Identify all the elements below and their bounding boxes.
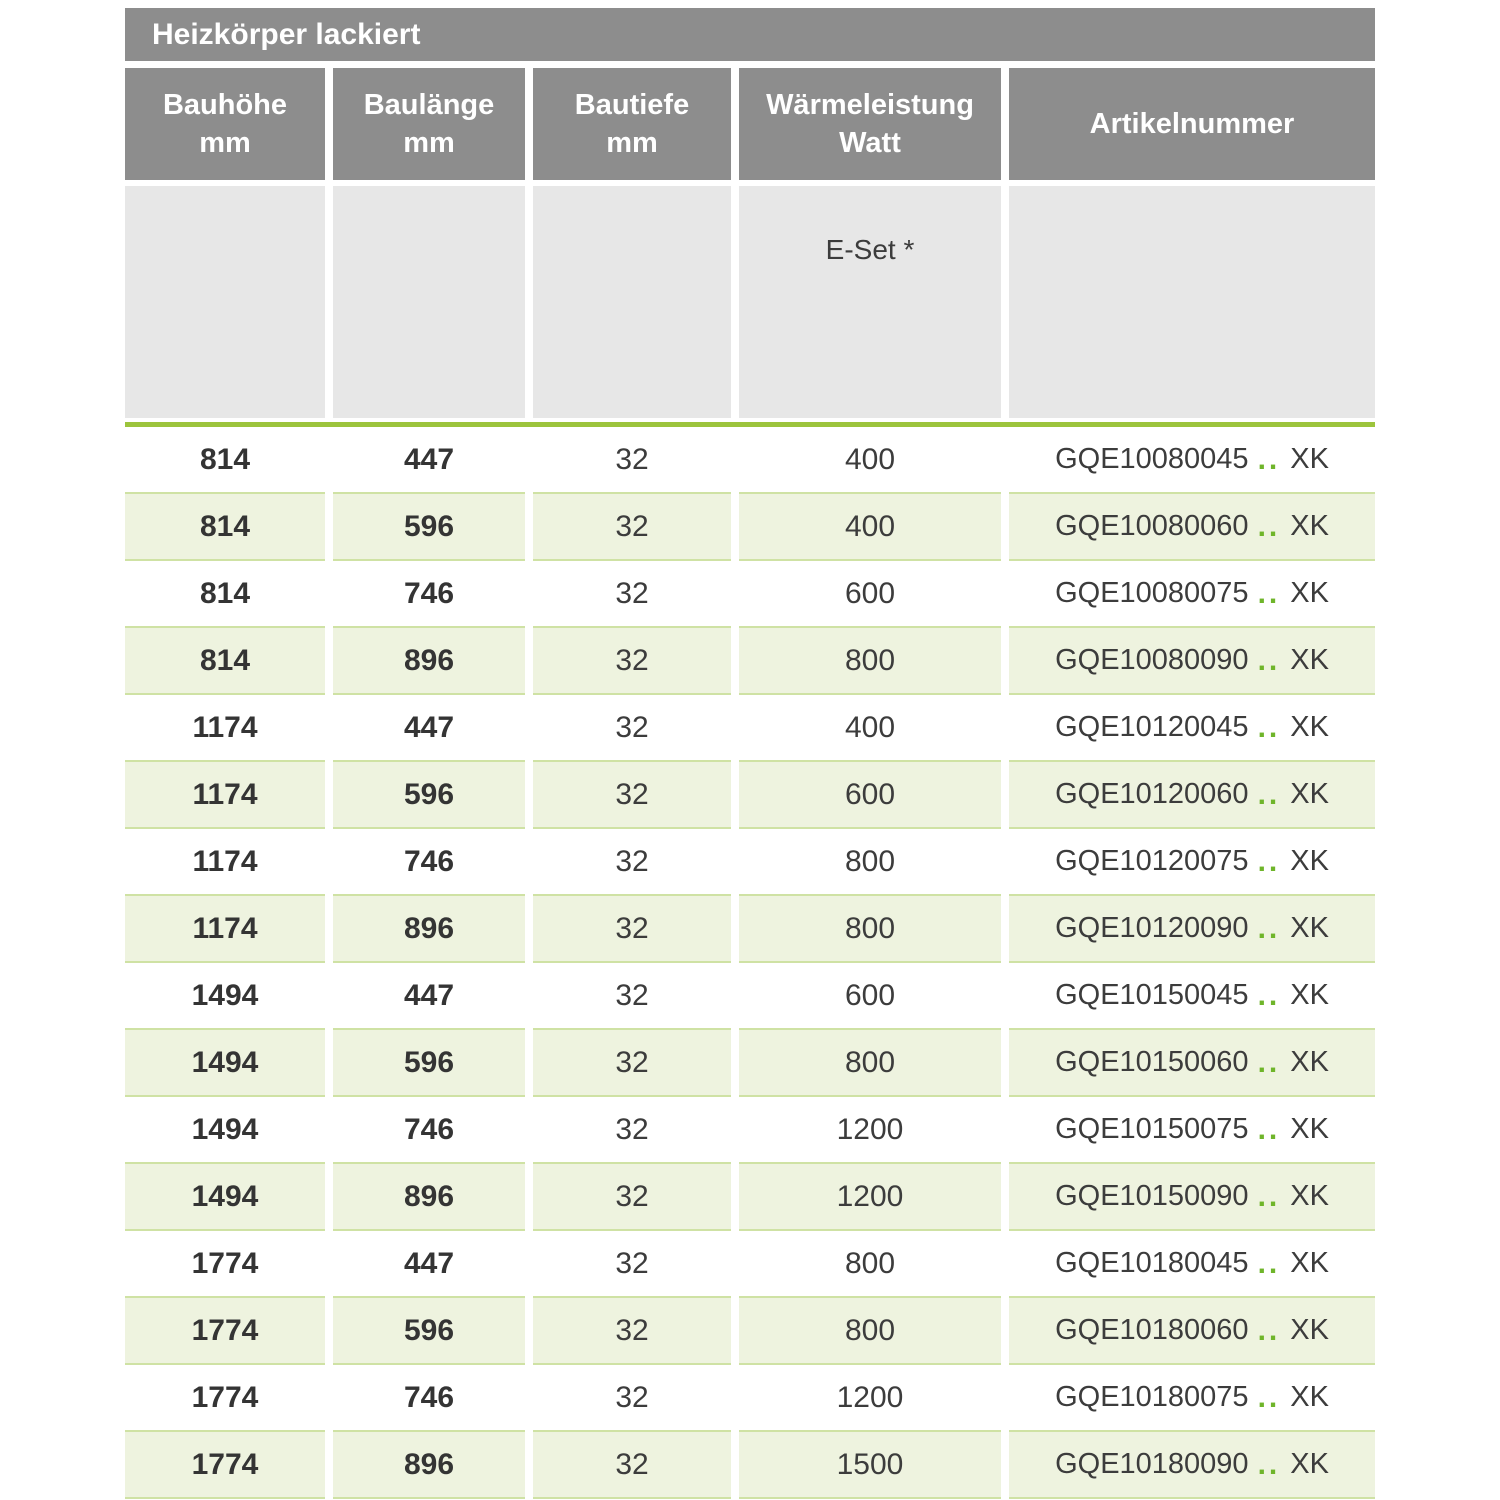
cell-bautiefe: 32 xyxy=(533,1030,731,1097)
table-title: Heizkörper lackiert xyxy=(125,8,1375,61)
cell-bautiefe: 32 xyxy=(533,1097,731,1164)
cell-artikelnummer xyxy=(1009,427,1375,494)
cell-watt: 1200 xyxy=(739,1365,1001,1432)
cell-artikelnummer xyxy=(1009,695,1375,762)
col-header-waermeleistung-line2: Watt xyxy=(839,127,901,159)
cell-bautiefe: 32 xyxy=(533,427,731,494)
cell-artikelnummer xyxy=(1009,1164,1375,1231)
cell-artikelnummer xyxy=(1009,561,1375,628)
cell-bauhoehe: 1494 xyxy=(125,1164,325,1231)
cell-bautiefe: 32 xyxy=(533,1231,731,1298)
cell-baulaenge: 896 xyxy=(333,628,525,695)
artikel-code: GQE10080090 xyxy=(1055,644,1249,676)
artikel-code: GQE10150090 xyxy=(1055,1180,1249,1212)
subheader-bauhoehe xyxy=(125,186,325,418)
col-header-bautiefe-line1: Bautiefe xyxy=(574,88,690,121)
cell-watt: 800 xyxy=(739,1030,1001,1097)
artikel-code: GQE10150075 xyxy=(1055,1113,1249,1145)
cell-artikelnummer xyxy=(1009,1231,1375,1298)
cell-baulaenge: 596 xyxy=(333,1298,525,1365)
artikel-dots: .. xyxy=(1257,844,1281,878)
cell-baulaenge: 896 xyxy=(333,1432,525,1499)
cell-bauhoehe: 814 xyxy=(125,494,325,561)
artikel-dots: .. xyxy=(1257,509,1281,543)
artikel-code: GQE10120075 xyxy=(1055,845,1249,877)
artikel-suffix: XK xyxy=(1290,1381,1329,1413)
cell-baulaenge: 746 xyxy=(333,829,525,896)
artikel-suffix: XK xyxy=(1290,644,1329,676)
cell-bauhoehe: 1494 xyxy=(125,1030,325,1097)
cell-bauhoehe: 1174 xyxy=(125,896,325,963)
cell-baulaenge: 447 xyxy=(333,1231,525,1298)
cell-bautiefe: 32 xyxy=(533,1365,731,1432)
artikel-dots: .. xyxy=(1257,710,1281,744)
cell-artikelnummer xyxy=(1009,829,1375,896)
cell-bautiefe: 32 xyxy=(533,896,731,963)
cell-bauhoehe: 1494 xyxy=(125,1097,325,1164)
cell-baulaenge: 746 xyxy=(333,1365,525,1432)
artikel-dots: .. xyxy=(1257,1380,1281,1414)
cell-watt: 800 xyxy=(739,1231,1001,1298)
product-table xyxy=(125,8,1375,1499)
artikel-code: GQE10120045 xyxy=(1055,711,1249,743)
artikel-suffix: XK xyxy=(1290,577,1329,609)
col-header-waermeleistung xyxy=(739,68,1001,180)
cell-artikelnummer xyxy=(1009,628,1375,695)
cell-bautiefe: 32 xyxy=(533,1298,731,1365)
col-header-bautiefe-line2: mm xyxy=(606,127,658,159)
artikel-suffix: XK xyxy=(1290,443,1329,475)
cell-watt: 600 xyxy=(739,963,1001,1030)
cell-bautiefe: 32 xyxy=(533,963,731,1030)
cell-bautiefe: 32 xyxy=(533,829,731,896)
artikel-suffix: XK xyxy=(1290,1448,1329,1480)
artikel-code: GQE10080045 xyxy=(1055,443,1249,475)
artikel-dots: .. xyxy=(1257,576,1281,610)
artikel-suffix: XK xyxy=(1290,979,1329,1011)
cell-watt: 1200 xyxy=(739,1097,1001,1164)
cell-bautiefe: 32 xyxy=(533,1164,731,1231)
cell-baulaenge: 746 xyxy=(333,561,525,628)
cell-artikelnummer xyxy=(1009,896,1375,963)
artikel-suffix: XK xyxy=(1290,711,1329,743)
artikel-suffix: XK xyxy=(1290,510,1329,542)
col-header-bauhoehe xyxy=(125,68,325,180)
cell-bauhoehe: 1774 xyxy=(125,1365,325,1432)
cell-baulaenge: 896 xyxy=(333,1164,525,1231)
artikel-code: GQE10120090 xyxy=(1055,912,1249,944)
artikel-suffix: XK xyxy=(1290,912,1329,944)
artikel-suffix: XK xyxy=(1290,1046,1329,1078)
artikel-code: GQE10180075 xyxy=(1055,1381,1249,1413)
cell-watt: 800 xyxy=(739,628,1001,695)
artikel-suffix: XK xyxy=(1290,1247,1329,1279)
artikel-dots: .. xyxy=(1257,1179,1281,1213)
artikel-dots: .. xyxy=(1257,978,1281,1012)
artikel-dots: .. xyxy=(1257,1112,1281,1146)
subheader-bautiefe xyxy=(533,186,731,418)
table-body xyxy=(125,427,1375,1499)
cell-bauhoehe: 1774 xyxy=(125,1231,325,1298)
artikel-suffix: XK xyxy=(1290,1113,1329,1145)
cell-bauhoehe: 1494 xyxy=(125,963,325,1030)
cell-watt: 600 xyxy=(739,762,1001,829)
cell-bautiefe: 32 xyxy=(533,1432,731,1499)
col-header-artikelnummer xyxy=(1009,68,1375,180)
cell-artikelnummer xyxy=(1009,1432,1375,1499)
cell-watt: 400 xyxy=(739,695,1001,762)
cell-baulaenge: 447 xyxy=(333,427,525,494)
cell-watt: 1500 xyxy=(739,1432,1001,1499)
cell-bauhoehe: 1174 xyxy=(125,829,325,896)
cell-bauhoehe: 1774 xyxy=(125,1432,325,1499)
artikel-dots: .. xyxy=(1257,911,1281,945)
cell-bauhoehe: 1174 xyxy=(125,695,325,762)
cell-artikelnummer xyxy=(1009,1030,1375,1097)
artikel-suffix: XK xyxy=(1290,1180,1329,1212)
artikel-dots: .. xyxy=(1257,643,1281,677)
col-header-baulaenge-line1: Baulänge xyxy=(363,88,495,121)
cell-baulaenge: 596 xyxy=(333,494,525,561)
col-header-artikelnummer-line1: Artikelnummer xyxy=(1089,107,1295,140)
artikel-dots: .. xyxy=(1257,777,1281,811)
cell-artikelnummer xyxy=(1009,1298,1375,1365)
artikel-dots: .. xyxy=(1257,1313,1281,1347)
cell-bautiefe: 32 xyxy=(533,628,731,695)
artikel-code: GQE10080075 xyxy=(1055,577,1249,609)
cell-watt: 1200 xyxy=(739,1164,1001,1231)
col-header-bauhoehe-line2: mm xyxy=(199,127,251,159)
cell-bauhoehe: 814 xyxy=(125,427,325,494)
cell-watt: 800 xyxy=(739,829,1001,896)
cell-bauhoehe: 814 xyxy=(125,628,325,695)
col-header-baulaenge-line2: mm xyxy=(403,127,455,159)
artikel-code: GQE10080060 xyxy=(1055,510,1249,542)
artikel-suffix: XK xyxy=(1290,778,1329,810)
artikel-code: GQE10120060 xyxy=(1055,778,1249,810)
artikel-suffix: XK xyxy=(1290,845,1329,877)
table-header-row xyxy=(125,68,1375,186)
cell-artikelnummer xyxy=(1009,963,1375,1030)
col-header-waermeleistung-line1: Wärmeleistung xyxy=(766,88,974,121)
artikel-dots: .. xyxy=(1257,1246,1281,1280)
cell-artikelnummer xyxy=(1009,762,1375,829)
artikel-code: GQE10180060 xyxy=(1055,1314,1249,1346)
col-header-baulaenge xyxy=(333,68,525,180)
cell-watt: 400 xyxy=(739,427,1001,494)
artikel-code: GQE10180045 xyxy=(1055,1247,1249,1279)
col-header-bauhoehe-line1: Bauhöhe xyxy=(162,88,288,121)
cell-baulaenge: 447 xyxy=(333,963,525,1030)
col-header-bautiefe xyxy=(533,68,731,180)
subheader-baulaenge xyxy=(333,186,525,418)
cell-watt: 800 xyxy=(739,896,1001,963)
cell-bauhoehe: 1174 xyxy=(125,762,325,829)
cell-watt: 800 xyxy=(739,1298,1001,1365)
cell-bauhoehe: 1774 xyxy=(125,1298,325,1365)
cell-baulaenge: 447 xyxy=(333,695,525,762)
table-subheader-row xyxy=(125,186,1375,418)
cell-baulaenge: 746 xyxy=(333,1097,525,1164)
cell-bautiefe: 32 xyxy=(533,762,731,829)
subheader-eset-label: E-Set * xyxy=(739,186,1001,418)
cell-bauhoehe: 814 xyxy=(125,561,325,628)
artikel-dots: .. xyxy=(1257,1447,1281,1481)
cell-artikelnummer xyxy=(1009,1097,1375,1164)
cell-watt: 600 xyxy=(739,561,1001,628)
artikel-code: GQE10180090 xyxy=(1055,1448,1249,1480)
cell-baulaenge: 596 xyxy=(333,762,525,829)
artikel-dots: .. xyxy=(1257,1045,1281,1079)
cell-artikelnummer xyxy=(1009,494,1375,561)
cell-baulaenge: 896 xyxy=(333,896,525,963)
subheader-artikelnummer xyxy=(1009,186,1375,418)
cell-watt: 400 xyxy=(739,494,1001,561)
artikel-dots: .. xyxy=(1257,442,1281,476)
artikel-code: GQE10150060 xyxy=(1055,1046,1249,1078)
cell-bautiefe: 32 xyxy=(533,494,731,561)
artikel-suffix: XK xyxy=(1290,1314,1329,1346)
cell-artikelnummer xyxy=(1009,1365,1375,1432)
artikel-code: GQE10150045 xyxy=(1055,979,1249,1011)
cell-bautiefe: 32 xyxy=(533,695,731,762)
cell-bautiefe: 32 xyxy=(533,561,731,628)
cell-baulaenge: 596 xyxy=(333,1030,525,1097)
